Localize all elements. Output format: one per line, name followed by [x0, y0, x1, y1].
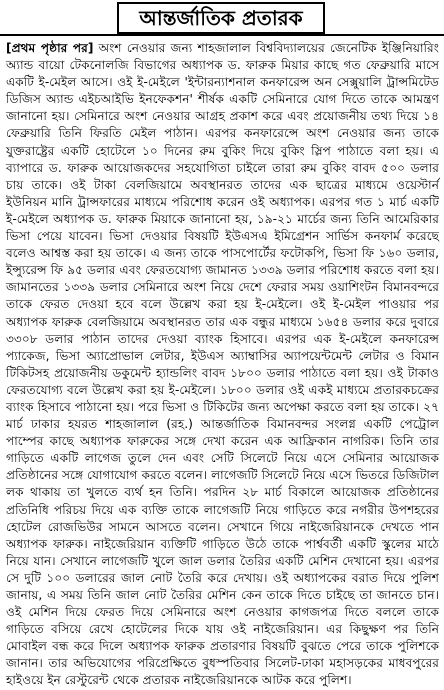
article-body: [6, 40, 439, 688]
headline-rule: [0, 34, 444, 36]
continuation-marker: [প্রথম পৃষ্ঠার পর]: [6, 41, 94, 55]
headline: আন্তর্জাতিক প্রতারক: [139, 6, 303, 30]
article-text: অংশ নেওয়ার জন্য শাহজালাল বিশ্ববিদ্যালয়ের জেনেটিক ইঞ্জিনিয়ারিং অ্যান্ড বায়ো টেকনোলজি বিভাগের অধ্যাপক ড. ফারুক মিয়ার কাছে গত ফেব্রুয়ারি মাসে একটি ই-মেইল আসে। ওই ই-মেইলে 'ইন্টারন্যাশনাল কনফারেন্স অন সেক্সুয়ালি ট্রান্সমিটেড ডিজিস অ্যান্ড এইচআইভি ইনফেকশন' শীর্ষক একটি সেমিনারে যোগ দিতে তাকে আমন্ত্রণ জানানো হয়। সেমিনারে অংশ নেওয়ার আগ্রহ প্রকাশ করে এবং প্রয়োজনীয় তথ্য দিয়ে ১৪ ফেব্রুয়ারি তিনি ফিরতি মেইল পাঠান। এরপর কনফারেন্সে অংশ নেওয়ার জন্য তাকে যুক্তরাষ্ট্রের একটি হোটেলে ১০ দিনের রুম বুকিং দিয়ে বুকিং স্লিপ পাঠাতে বলা হয়। এ ব্যাপারে ড. ফারুক আয়োজকদের সহযোগিতা চাইলে তারা রুম বুকিং বাবদ ৫০০ ডলার চায় তাকে। ওই টাকা বেলজিয়ামে অবস্থানরত তাদের এক ছাত্রের মাধ্যমে ওয়েস্টার্ন ইউনিয়ন মানি ট্রান্সফারের মাধ্যমে পরিশোধ করেন ওই অধ্যাপক। এরপর গত ১ মার্চ একটি ই-মেইলে অধ্যাপক ড. ফারুক মিয়াকে জানানো হয়, ১৯-২১ মার্চের জন্য তিনি আমেরিকার ভিসা পেয়ে যাবেন। ভিসা দেওয়ার বিষয়টি ইউএসএ ইমিগ্রেশন সার্ভিস কনফার্ম করেছে বলেও আশ্বস্ত করা হয় তাকে। এ জন্য তাকে পাসপোর্টের ফটোকপি, ভিসা ফি ১৬০ ডলার, ইন্স্যুরেন্স ফি ৯৫ ডলার এবং ফেরতযোগ্য জামানত ১৩৩৯ ডলার পরিশোধ করতে বলা হয়। জামানতের ১৩৩৯ ডলার সেমিনারে অংশ নিয়ে দেশে ফেরার সময় ওয়াশিংটন বিমানবন্দরে তাকে ফেরত দেওয়া হবে বলে উল্লেখ করা হয় ই-মেইলে। ওই ই-মেইল পাওয়ার পর অধ্যাপক ফারুক বেলজিয়ামে অবস্থানরত তার এক বন্ধুর মাধ্যমে ১৬৫৪ ডলার করে দুবারে ৩৩০৮ ডলার পাঠান তাদের দেওয়া ব্যাংক হিসাবে। এরপর এক ই-মেইলে কনফারেন্স প্যাকেজ, ভিসা অ্যাপ্রোভাল লেটার, ইউএস অ্যাম্বাসির অ্যাপয়েন্টমেন্ট লেটার ও বিমান টিকিটসহ প্রয়োজনীয় ডকুমেন্ট হ্যান্ডলিং বাবদ ১৮০০ ডলার পাঠাতে বলা হয়। ওই টাকাও ফেরতযোগ্য বলে উল্লেখ করা হয় ই-মেইলে। ১৮০০ ডলার ওই একই মাধ্যমে প্রতারকচক্রের ব্যাংক হিসাবে পাঠানো হয়। পরে ভিসা ও টিকিটের জন্য অপেক্ষা করতে বলা হয় তাকে। ২৭ মার্চ ঢাকার হযরত শাহজালাল (রহ.) আন্তর্জাতিক বিমানবন্দর সংলগ্ন একটি পেট্রোল পাম্পের কাছে অধ্যাপক ফারুকের সঙ্গে দেখা করেন এক আফ্রিকান নাগরিক। তিনি তার গাড়িতে একটি লাগেজ তুলে দেন এবং সেটি সিলেটে নিয়ে এসে সেমিনার আয়োজক প্রতিষ্ঠানের সঙ্গে যোগাযোগ করতে বলেন। লাগেজটি সিলেটে নিয়ে এসে ভিতরে ডিজিটাল লক থাকায় তা খুলতে ব্যর্থ হন তিনি। পরদিন ২৮ মার্চ বিকালে আয়োজক প্রতিষ্ঠানের প্রতিনিধি পরিচয় দিয়ে এক ব্যক্তি তাকে লাগেজটি নিয়ে গাড়িতে করে নগরীর উপশহরের হোটেল রোজভিউর সামনে আসতে বলেন। সেখানে গিয়ে নাইজেরিয়ানকে দেখতে পান অধ্যাপক ফারুক। নাইজেরিয়ান ব্যক্তিটি গাড়িতে উঠে তাকে পার্শ্ববর্তী একটি স্কুলের মাঠে নিয়ে যান। সেখানে লাগেজটি খুলে জাল ডলার তৈরির একটি মেশিন দেখানো হয়। এরপর সে দুটি ১০০ ডলারের জাল নোট তৈরি করে দেখায়। ওই অধ্যাপকের বরাত দিয়ে পুলিশ জানায়, এ সময় তিনি জাল নোট তৈরির মেশিন কেন তাকে দিতে চাইছে তা জানতে চান। ওই মেশিন দিয়ে ফেরত দিয়ে সেমিনারে অংশ নেওয়ার কাগজপত্র দিতে বললে তাকে গাড়িতে বসিয়ে রেখে হোটেলের দিকে যায় ওই নাইজেরিয়ান। এর কিছুক্ষণ পর তিনি মোবাইল বন্ধ করে দিলে অধ্যাপক ফারুক প্রতারণার বিষয়টি বুঝতে পেরে তাকে পুলিশকে জানান। তার অভিযোগের পরিপ্রেক্ষিতে বুধস্পতিবার সিলেট-ঢাকা মহাসড়কের মাধবপুরের হাইওয়ে ইন রেস্টুরেন্ট থেকে প্রতারক নাইজেরিয়ানকে আটক করে পুলিশ।: [6, 41, 439, 688]
headline-box: [117, 2, 325, 34]
